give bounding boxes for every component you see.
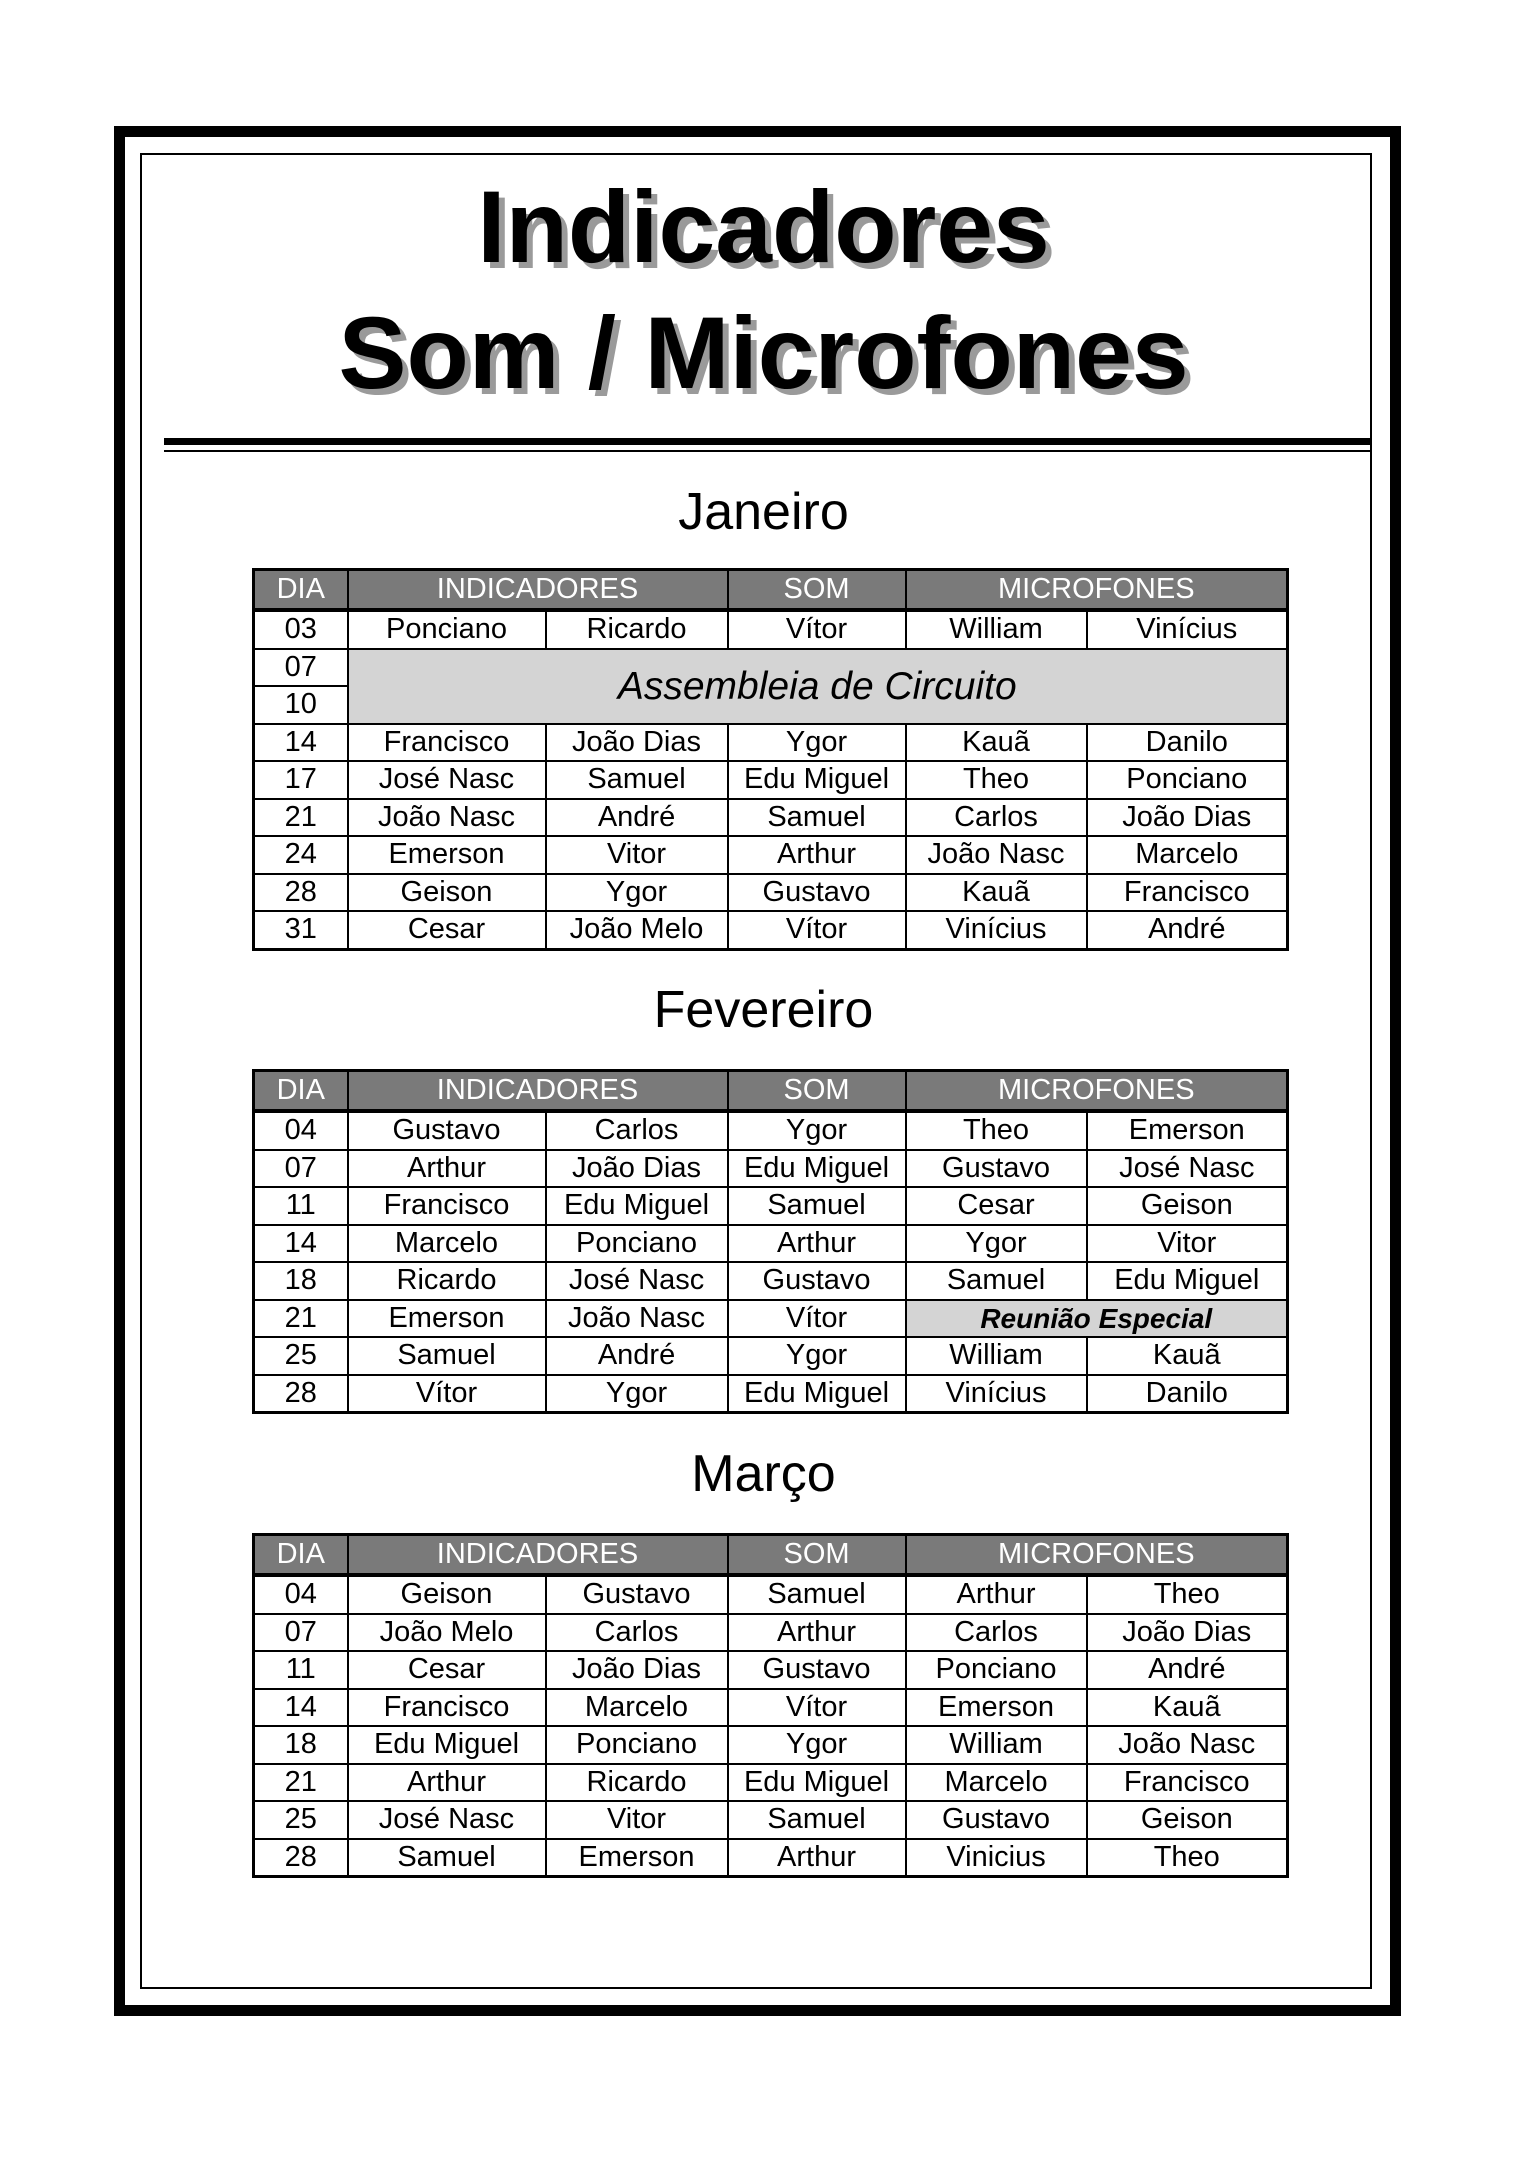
cell-microfone-1: Arthur (906, 1575, 1087, 1614)
cell-dia: 18 (254, 1726, 348, 1764)
cell-microfone-1: Marcelo (906, 1764, 1087, 1802)
table-row (254, 1150, 1288, 1188)
cell-indicador-1: Vítor (348, 1375, 546, 1413)
cell-microfone-2: Francisco (1087, 1764, 1288, 1802)
cell-indicador-2: Vitor (546, 836, 728, 874)
table-header-row (254, 570, 1288, 611)
cell-dia: 03 (254, 610, 348, 649)
cell-dia: 11 (254, 1651, 348, 1689)
cell-som: Edu Miguel (728, 761, 906, 799)
cell-microfone-1: Gustavo (906, 1801, 1087, 1839)
cell-microfone-2: André (1087, 1651, 1288, 1689)
cell-dia: 07 (254, 1614, 348, 1652)
cell-indicador-2: Marcelo (546, 1689, 728, 1727)
cell-microfone-1: Carlos (906, 799, 1087, 837)
cell-microfone-2: Francisco (1087, 874, 1288, 912)
table-row (254, 1614, 1288, 1652)
cell-indicador-1: Arthur (348, 1764, 546, 1802)
cell-indicador-1: Geison (348, 1575, 546, 1614)
table-row (254, 1764, 1288, 1802)
cell-microfone-2: João Nasc (1087, 1726, 1288, 1764)
cell-microfone-2: Geison (1087, 1187, 1288, 1225)
cell-indicador-2: Carlos (546, 1614, 728, 1652)
cell-microfone-2: Edu Miguel (1087, 1262, 1288, 1300)
cell-microfone-2: Danilo (1087, 1375, 1288, 1413)
cell-indicador-1: José Nasc (348, 761, 546, 799)
cell-indicador-1: José Nasc (348, 1801, 546, 1839)
cell-microfone-2: Theo (1087, 1575, 1288, 1614)
cell-dia: 28 (254, 1839, 348, 1877)
table-row (254, 1689, 1288, 1727)
cell-indicador-1: Gustavo (348, 1111, 546, 1150)
cell-microfone-1: Samuel (906, 1262, 1087, 1300)
cell-dia: 25 (254, 1801, 348, 1839)
cell-som: Gustavo (728, 1651, 906, 1689)
cell-indicador-2: Carlos (546, 1111, 728, 1150)
month-heading-marco: Março (691, 1445, 836, 1503)
table-row (254, 610, 1288, 649)
cell-microfone-2: Emerson (1087, 1111, 1288, 1150)
cell-microfone-2: Kauã (1087, 1337, 1288, 1375)
title-divider-thin (164, 450, 1370, 452)
cell-dia: 31 (254, 911, 348, 949)
table-row (254, 911, 1288, 949)
cell-indicador-2: Ponciano (546, 1225, 728, 1263)
cell-indicador-1: João Melo (348, 1614, 546, 1652)
cell-indicador-2: João Melo (546, 911, 728, 949)
reuniao-especial-note: Reunião Especial (906, 1300, 1288, 1338)
cell-microfone-1: Gustavo (906, 1150, 1087, 1188)
cell-microfone-2: Geison (1087, 1801, 1288, 1839)
cell-dia: 21 (254, 1300, 348, 1338)
table-row (254, 799, 1288, 837)
cell-indicador-2: Edu Miguel (546, 1187, 728, 1225)
cell-indicador-2: José Nasc (546, 1262, 728, 1300)
table-row (254, 1726, 1288, 1764)
header-dia: DIA (254, 570, 348, 611)
cell-som: Vítor (728, 1689, 906, 1727)
table-row (254, 1300, 1288, 1338)
cell-indicador-2: Emerson (546, 1839, 728, 1877)
table-row (254, 724, 1288, 762)
header-dia: DIA (254, 1071, 348, 1112)
table-row (254, 1801, 1288, 1839)
header-microfones: MICROFONES (906, 1071, 1288, 1112)
cell-indicador-2: João Dias (546, 724, 728, 762)
cell-som: Samuel (728, 1801, 906, 1839)
cell-indicador-2: João Dias (546, 1651, 728, 1689)
cell-som: Edu Miguel (728, 1150, 906, 1188)
cell-dia: 28 (254, 1375, 348, 1413)
cell-som: Gustavo (728, 1262, 906, 1300)
table-row (254, 874, 1288, 912)
schedule-table-fevereiro (252, 1069, 1289, 1414)
cell-microfone-2: Vitor (1087, 1225, 1288, 1263)
table-row (254, 1111, 1288, 1150)
cell-microfone-1: Ponciano (906, 1651, 1087, 1689)
cell-indicador-1: Marcelo (348, 1225, 546, 1263)
cell-microfone-1: Theo (906, 761, 1087, 799)
table-row (254, 836, 1288, 874)
cell-som: Vítor (728, 610, 906, 649)
cell-microfone-1: Cesar (906, 1187, 1087, 1225)
cell-indicador-2: Samuel (546, 761, 728, 799)
cell-microfone-2: Danilo (1087, 724, 1288, 762)
table-header-row (254, 1071, 1288, 1112)
cell-indicador-1: Francisco (348, 1689, 546, 1727)
cell-som: Arthur (728, 1839, 906, 1877)
cell-microfone-2: João Dias (1087, 799, 1288, 837)
page-title-line-1: Indicadores (477, 170, 1050, 284)
table-row (254, 1262, 1288, 1300)
table-row (254, 1337, 1288, 1375)
header-som: SOM (728, 1535, 906, 1576)
cell-som: Ygor (728, 1337, 906, 1375)
cell-microfone-2: Theo (1087, 1839, 1288, 1877)
cell-indicador-2: Ricardo (546, 610, 728, 649)
table-header-row (254, 1535, 1288, 1576)
cell-indicador-1: Francisco (348, 1187, 546, 1225)
cell-dia: 07 (254, 649, 348, 687)
cell-indicador-2: Ricardo (546, 1764, 728, 1802)
cell-indicador-2: Ygor (546, 1375, 728, 1413)
cell-som: Samuel (728, 799, 906, 837)
cell-microfone-1: João Nasc (906, 836, 1087, 874)
cell-indicador-2: Vitor (546, 1801, 728, 1839)
assembleia-note: Assembleia de Circuito (348, 649, 1288, 724)
cell-indicador-1: Ricardo (348, 1262, 546, 1300)
cell-dia: 25 (254, 1337, 348, 1375)
schedule-table-janeiro (252, 568, 1289, 951)
table-row (254, 1187, 1288, 1225)
cell-indicador-1: Emerson (348, 1300, 546, 1338)
table-row (254, 1375, 1288, 1413)
cell-indicador-2: Gustavo (546, 1575, 728, 1614)
cell-indicador-1: Samuel (348, 1337, 546, 1375)
cell-som: Gustavo (728, 874, 906, 912)
cell-dia: 24 (254, 836, 348, 874)
header-microfones: MICROFONES (906, 1535, 1288, 1576)
cell-indicador-1: Cesar (348, 911, 546, 949)
cell-indicador-1: Arthur (348, 1150, 546, 1188)
cell-microfone-1: William (906, 1726, 1087, 1764)
cell-microfone-2: André (1087, 911, 1288, 949)
cell-dia: 18 (254, 1262, 348, 1300)
cell-microfone-1: William (906, 610, 1087, 649)
header-som: SOM (728, 570, 906, 611)
cell-microfone-2: José Nasc (1087, 1150, 1288, 1188)
month-heading-fevereiro: Fevereiro (653, 981, 874, 1039)
cell-dia: 10 (254, 686, 348, 724)
cell-som: Ygor (728, 1111, 906, 1150)
table-row (254, 1839, 1288, 1877)
cell-som: Ygor (728, 724, 906, 762)
cell-som: Arthur (728, 1225, 906, 1263)
cell-indicador-1: Francisco (348, 724, 546, 762)
cell-microfone-2: Kauã (1087, 1689, 1288, 1727)
cell-som: Vítor (728, 1300, 906, 1338)
cell-indicador-1: João Nasc (348, 799, 546, 837)
month-heading-janeiro: Janeiro (678, 483, 849, 541)
cell-som: Vítor (728, 911, 906, 949)
page-title-line-2: Som / Microfones (338, 296, 1189, 410)
title-divider-thick (164, 438, 1370, 445)
cell-dia: 14 (254, 1689, 348, 1727)
cell-dia: 28 (254, 874, 348, 912)
cell-indicador-1: Samuel (348, 1839, 546, 1877)
cell-som: Edu Miguel (728, 1375, 906, 1413)
cell-indicador-1: Emerson (348, 836, 546, 874)
cell-microfone-2: Vinícius (1087, 610, 1288, 649)
cell-microfone-1: Vinícius (906, 1375, 1087, 1413)
cell-microfone-2: Ponciano (1087, 761, 1288, 799)
cell-indicador-2: João Nasc (546, 1300, 728, 1338)
cell-dia: 14 (254, 724, 348, 762)
schedule-table-marco (252, 1533, 1289, 1878)
cell-indicador-2: João Dias (546, 1150, 728, 1188)
header-indicadores: INDICADORES (348, 570, 728, 611)
cell-dia: 04 (254, 1575, 348, 1614)
cell-microfone-1: Vinícius (906, 911, 1087, 949)
header-microfones: MICROFONES (906, 570, 1288, 611)
cell-microfone-1: Vinicius (906, 1839, 1087, 1877)
cell-indicador-2: Ponciano (546, 1726, 728, 1764)
cell-indicador-1: Geison (348, 874, 546, 912)
cell-indicador-1: Cesar (348, 1651, 546, 1689)
cell-microfone-1: Theo (906, 1111, 1087, 1150)
cell-som: Arthur (728, 836, 906, 874)
cell-som: Arthur (728, 1614, 906, 1652)
table-row (254, 1225, 1288, 1263)
cell-microfone-2: Marcelo (1087, 836, 1288, 874)
cell-indicador-1: Edu Miguel (348, 1726, 546, 1764)
cell-dia: 21 (254, 799, 348, 837)
header-dia: DIA (254, 1535, 348, 1576)
table-row (254, 1575, 1288, 1614)
cell-dia: 21 (254, 1764, 348, 1802)
cell-dia: 07 (254, 1150, 348, 1188)
table-row (254, 761, 1288, 799)
cell-dia: 17 (254, 761, 348, 799)
cell-microfone-1: Kauã (906, 874, 1087, 912)
cell-som: Edu Miguel (728, 1764, 906, 1802)
cell-som: Samuel (728, 1575, 906, 1614)
cell-som: Ygor (728, 1726, 906, 1764)
cell-indicador-2: André (546, 799, 728, 837)
table-row (254, 1651, 1288, 1689)
cell-dia: 11 (254, 1187, 348, 1225)
cell-microfone-1: Kauã (906, 724, 1087, 762)
cell-microfone-2: João Dias (1087, 1614, 1288, 1652)
cell-indicador-2: Ygor (546, 874, 728, 912)
cell-indicador-1: Ponciano (348, 610, 546, 649)
cell-dia: 14 (254, 1225, 348, 1263)
cell-microfone-1: Carlos (906, 1614, 1087, 1652)
cell-dia: 04 (254, 1111, 348, 1150)
cell-indicador-2: André (546, 1337, 728, 1375)
cell-microfone-1: Ygor (906, 1225, 1087, 1263)
cell-microfone-1: Emerson (906, 1689, 1087, 1727)
cell-som: Samuel (728, 1187, 906, 1225)
table-row (254, 649, 1288, 687)
header-som: SOM (728, 1071, 906, 1112)
header-indicadores: INDICADORES (348, 1071, 728, 1112)
header-indicadores: INDICADORES (348, 1535, 728, 1576)
cell-microfone-1: William (906, 1337, 1087, 1375)
